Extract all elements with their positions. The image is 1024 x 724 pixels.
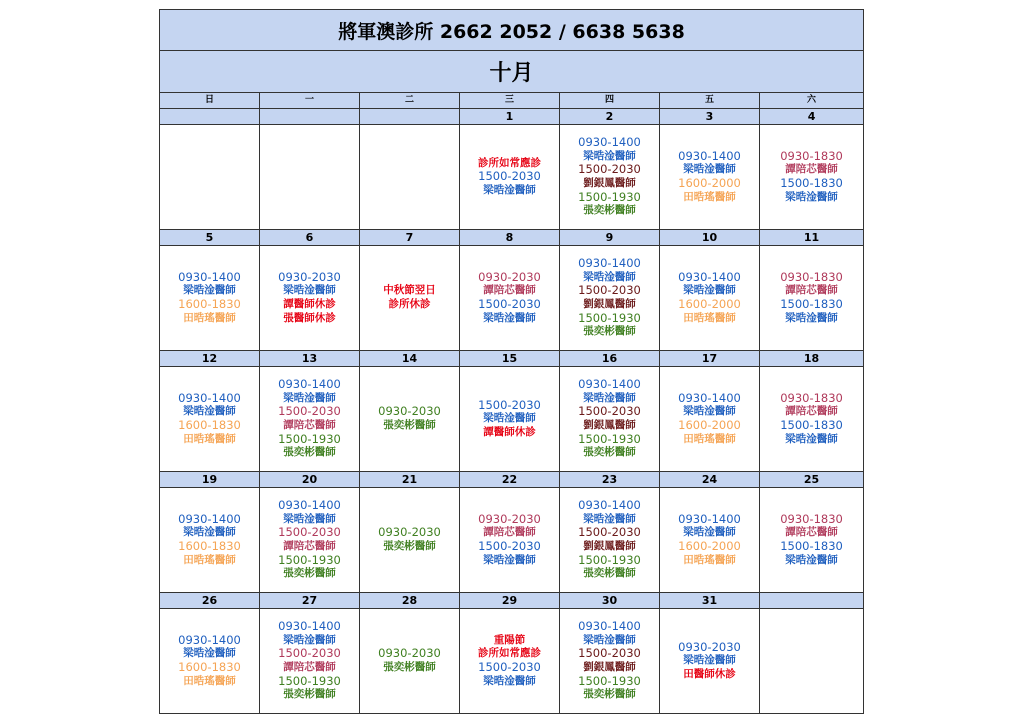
shift-time: 0930-2030 [278,269,341,284]
shift-time: 1500-2030 [278,404,341,419]
doctor-name: 譚陪芯醫師 [785,284,838,297]
doctor-name: 張奕彬醫師 [283,446,336,459]
doctor-name: 梁晧淦醫師 [283,512,336,525]
doctor-name: 譚陪芯醫師 [283,661,336,673]
shift-time: 1500-1930 [578,310,641,325]
day-number: 26 [160,593,260,609]
shift-time: 0930-1400 [578,377,641,392]
doctor-name: 梁晧淦醫師 [683,654,736,667]
schedule-row [160,367,864,472]
doctor-name: 田晧瑤醫師 [683,553,736,566]
shift-time: 0930-1830 [780,511,843,526]
date-row [160,109,864,125]
empty-day-cell [760,609,864,714]
day-cell [360,246,460,351]
doctor-name: 梁晧淦醫師 [683,163,736,176]
schedule-row [160,246,864,351]
doctor-name: 梁晧淦醫師 [683,526,736,539]
day-number: 24 [660,472,760,488]
doctor-name: 梁晧淦醫師 [483,311,536,324]
doctor-name: 張奕彬醫師 [583,688,636,701]
shift-time: 1600-2000 [678,297,741,311]
day-number: 14 [360,351,460,367]
day-cell [660,367,760,472]
schedule-row [160,609,864,714]
day-number: 7 [360,230,460,246]
doctor-name: 張奕彬醫師 [583,325,636,338]
day-number: 25 [760,472,864,488]
day-number: 30 [560,593,660,609]
shift-time: 0930-2030 [678,639,741,654]
shift-time: 0930-1400 [678,390,741,405]
day-number: 23 [560,472,660,488]
weekday-thu: 四 [560,93,660,109]
shift-time: 0930-1830 [780,148,843,163]
day-number: 12 [160,351,260,367]
shift-time: 0930-1400 [278,619,341,634]
doctor-name: 譚陪芯醫師 [785,526,838,539]
doctor-name: 梁晧淦醫師 [683,405,736,418]
doctor-name: 梁晧淦醫師 [483,553,536,566]
day-number [360,109,460,125]
day-number: 21 [360,472,460,488]
day-number: 9 [560,230,660,246]
day-number: 13 [260,351,360,367]
shift-time: 1500-1930 [578,189,641,204]
weekday-sat: 六 [760,93,864,109]
doctor-name: 譚陪芯醫師 [283,540,336,552]
schedule-row [160,488,864,593]
doctor-name: 梁晧淦醫師 [785,190,838,203]
shift-time: 1600-1830 [178,418,241,432]
day-cell [360,488,460,593]
doctor-name: 張奕彬醫師 [583,567,636,580]
shift-time: 1500-2030 [478,169,541,184]
clinic-notice: 田醫師休診 [683,667,736,680]
empty-day-cell [360,125,460,230]
shift-time: 0930-2030 [478,511,541,526]
month-title: 十月 [160,51,864,93]
doctor-name: 張奕彬醫師 [583,446,636,459]
day-number: 22 [460,472,560,488]
day-number: 16 [560,351,660,367]
shift-time: 1500-1930 [278,673,341,688]
shift-time: 0930-1400 [278,377,341,392]
doctor-name: 梁晧淦醫師 [183,647,236,660]
day-cell [760,125,864,230]
shift-time: 1500-2030 [478,297,541,311]
day-number: 8 [460,230,560,246]
shift-time: 1500-2030 [478,397,541,412]
doctor-name: 張奕彬醫師 [583,204,636,217]
day-cell [160,246,260,351]
day-number [760,593,864,609]
day-cell [160,367,260,472]
doctor-name: 梁晧淦醫師 [483,674,536,687]
day-cell [260,246,360,351]
day-cell [160,609,260,714]
day-number [160,109,260,125]
shift-time: 1500-2030 [478,539,541,553]
day-number: 4 [760,109,864,125]
shift-time: 0930-1400 [678,511,741,526]
doctor-name: 梁晧淦醫師 [283,391,336,404]
shift-time: 1500-1830 [780,539,843,553]
clinic-notice: 譚醫師休診 [483,425,536,438]
shift-time: 1500-2030 [478,660,541,674]
day-number: 18 [760,351,864,367]
doctor-name: 譚陪芯醫師 [483,526,536,539]
day-number [260,109,360,125]
doctor-name: 梁晧淦醫師 [183,405,236,418]
doctor-name: 張奕彬醫師 [383,540,436,552]
doctor-name: 張奕彬醫師 [283,567,336,580]
date-row [160,351,864,367]
shift-time: 0930-2030 [378,404,441,419]
day-cell [560,367,660,472]
doctor-name: 梁晧淦醫師 [683,284,736,297]
doctor-name: 梁晧淦醫師 [183,526,236,539]
shift-time: 1500-2030 [578,525,641,540]
doctor-name: 劉銀鳳醫師 [583,661,636,673]
shift-time: 0930-1400 [678,269,741,284]
empty-day-cell [260,125,360,230]
shift-time: 1600-2000 [678,418,741,432]
doctor-name: 劉銀鳳醫師 [583,177,636,189]
doctor-name: 田晧瑤醫師 [683,432,736,445]
shift-time: 1500-1830 [780,418,843,432]
day-cell [660,125,760,230]
date-row [160,472,864,488]
clinic-notice: 診所如常應診 [478,647,541,660]
day-cell [660,246,760,351]
shift-time: 0930-1400 [278,498,341,513]
shift-time: 1600-1830 [178,297,241,311]
doctor-name: 張奕彬醫師 [283,688,336,701]
doctor-name: 梁晧淦醫師 [785,432,838,445]
weekday-header-row [160,93,864,109]
clinic-notice: 張醫師休診 [283,311,336,324]
day-number: 3 [660,109,760,125]
day-cell [660,609,760,714]
doctor-name: 梁晧淦醫師 [583,391,636,404]
clinic-notice: 中秋節翌日 [383,284,436,297]
shift-time: 0930-1400 [578,135,641,150]
clinic-notice: 診所休診 [388,298,431,310]
day-number: 27 [260,593,360,609]
day-cell [460,246,560,351]
shift-time: 0930-1400 [578,619,641,634]
doctor-name: 梁晧淦醫師 [583,633,636,646]
shift-time: 0930-1400 [178,390,241,405]
shift-time: 1500-2030 [578,283,641,298]
shift-time: 1500-1830 [780,297,843,311]
shift-time: 1500-2030 [578,162,641,177]
shift-time: 0930-1400 [578,498,641,513]
clinic-title: 將軍澳診所 2662 2052 / 6638 5638 [160,10,864,51]
doctor-name: 田晧瑤醫師 [183,553,236,566]
doctor-name: 劉銀鳳醫師 [583,540,636,552]
day-cell [660,488,760,593]
shift-time: 0930-1830 [780,269,843,284]
doctor-name: 譚陪芯醫師 [785,163,838,176]
doctor-name: 梁晧淦醫師 [785,311,838,324]
doctor-name: 譚陪芯醫師 [483,284,536,297]
day-number: 28 [360,593,460,609]
weekday-wed: 三 [460,93,560,109]
day-cell [260,609,360,714]
day-number: 20 [260,472,360,488]
doctor-name: 劉銀鳳醫師 [583,419,636,431]
day-cell [460,125,560,230]
doctor-name: 梁晧淦醫師 [283,633,336,646]
shift-time: 0930-2030 [378,646,441,661]
doctor-name: 梁晧淦醫師 [583,270,636,283]
shift-time: 1500-1930 [278,431,341,446]
doctor-name: 梁晧淦醫師 [785,553,838,566]
clinic-notice: 重陽節 [493,633,526,646]
shift-time: 1600-1830 [178,539,241,553]
weekday-sun: 日 [160,93,260,109]
weekday-mon: 一 [260,93,360,109]
day-number: 29 [460,593,560,609]
day-number: 17 [660,351,760,367]
day-number: 2 [560,109,660,125]
shift-time: 0930-1400 [178,269,241,284]
shift-time: 0930-1400 [578,256,641,271]
clinic-calendar [159,9,864,714]
day-number: 11 [760,230,864,246]
day-cell [760,246,864,351]
doctor-name: 梁晧淦醫師 [583,512,636,525]
shift-time: 1500-2030 [278,646,341,661]
day-number: 1 [460,109,560,125]
day-cell [460,609,560,714]
shift-time: 1600-1830 [178,660,241,674]
shift-time: 0930-1830 [780,390,843,405]
weekday-tue: 二 [360,93,460,109]
day-cell [560,609,660,714]
doctor-name: 張奕彬醫師 [383,661,436,673]
clinic-notice: 診所如常應診 [478,156,541,169]
shift-time: 1500-1930 [578,552,641,567]
doctor-name: 田晧瑤醫師 [183,432,236,445]
doctor-name: 梁晧淦醫師 [183,284,236,297]
shift-time: 0930-1400 [178,632,241,647]
shift-time: 1500-2030 [578,646,641,661]
doctor-name: 梁晧淦醫師 [483,183,536,196]
doctor-name: 田晧瑤醫師 [683,190,736,203]
shift-time: 1600-2000 [678,539,741,553]
day-cell [560,246,660,351]
day-number: 5 [160,230,260,246]
date-row [160,230,864,246]
shift-time: 1500-2030 [578,404,641,419]
date-row [160,593,864,609]
day-cell [260,488,360,593]
weekday-fri: 五 [660,93,760,109]
shift-time: 1500-1930 [578,673,641,688]
day-number: 15 [460,351,560,367]
shift-time: 0930-2030 [478,269,541,284]
day-cell [460,367,560,472]
clinic-notice: 譚醫師休診 [283,298,336,310]
doctor-name: 田晧瑤醫師 [683,311,736,324]
doctor-name: 譚陪芯醫師 [283,419,336,431]
day-number: 10 [660,230,760,246]
day-cell [160,488,260,593]
empty-day-cell [160,125,260,230]
doctor-name: 田晧瑤醫師 [183,311,236,324]
day-cell [360,367,460,472]
day-number: 31 [660,593,760,609]
shift-time: 1500-1830 [780,176,843,190]
doctor-name: 梁晧淦醫師 [483,412,536,425]
doctor-name: 田晧瑤醫師 [183,674,236,687]
doctor-name: 張奕彬醫師 [383,419,436,431]
doctor-name: 梁晧淦醫師 [283,284,336,297]
shift-time: 1600-2000 [678,176,741,190]
shift-time: 1500-1930 [278,552,341,567]
day-cell [760,488,864,593]
day-number: 19 [160,472,260,488]
shift-time: 0930-1400 [678,148,741,163]
day-cell [560,125,660,230]
shift-time: 0930-2030 [378,525,441,540]
shift-time: 0930-1400 [178,511,241,526]
day-number: 6 [260,230,360,246]
doctor-name: 劉銀鳳醫師 [583,298,636,310]
doctor-name: 譚陪芯醫師 [785,405,838,418]
day-cell [560,488,660,593]
day-cell [760,367,864,472]
day-cell [460,488,560,593]
day-cell [260,367,360,472]
shift-time: 1500-1930 [578,431,641,446]
day-cell [360,609,460,714]
doctor-name: 梁晧淦醫師 [583,149,636,162]
schedule-row [160,125,864,230]
shift-time: 1500-2030 [278,525,341,540]
